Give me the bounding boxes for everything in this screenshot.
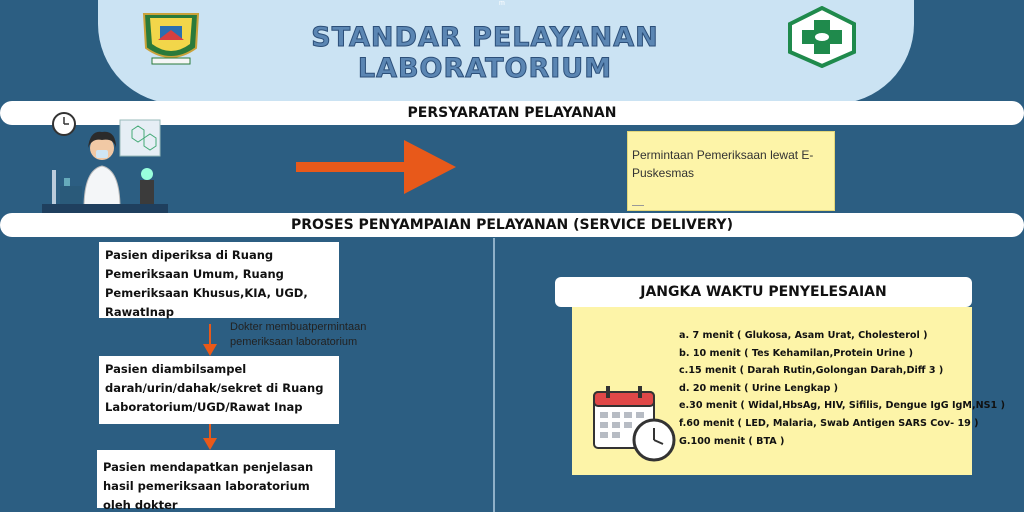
regency-emblem-logo (138, 8, 204, 68)
header-mark: m (499, 0, 505, 7)
process-step-1-line1: Pasien diperiksa di Ruang Pemeriksaan Umum, Ruang (105, 248, 284, 281)
completion-time-list (679, 327, 1005, 450)
process-step-2: Pasien diambilsampel darah/urin/dahak/sekret di Ruang Laboratorium/UGD/Rawat Inap (99, 356, 339, 424)
arrow-down-icon (203, 324, 217, 356)
process-step-3: Pasien mendapatkan penjelasan hasil pemeriksaan laboratorium oleh dokter (97, 450, 335, 508)
note-underline (632, 205, 644, 206)
list-item: d. 20 menit ( Urine Lengkap ) (679, 382, 839, 394)
service-delivery-heading: PROSES PENYAMPAIAN PELAYANAN (SERVICE DELIVERY) (0, 213, 1024, 237)
puskesmas-cross-logo (786, 6, 858, 68)
list-item: b. 10 menit ( Tes Kehamilan,Protein Urine ) (679, 347, 914, 359)
arrow-right-icon (296, 138, 456, 196)
completion-time-heading: JANGKA WAKTU PENYELESAIAN (555, 277, 972, 307)
list-item: c.15 menit ( Darah Rutin,Golongan Darah,Diff 3 ) (679, 365, 944, 377)
process-step-1 (99, 242, 339, 318)
requirements-heading: PERSYARATAN PELAYANAN (0, 101, 1024, 125)
list-item: e.30 menit ( Widal,HbsAg, HIV, Sifilis, Dengue IgG IgM,NS1 ) (679, 400, 1005, 412)
list-item: G.100 menit ( BTA ) (679, 435, 785, 447)
section-divider (493, 238, 495, 512)
page-title: STANDAR PELAYANAN LABORATORIUM (311, 22, 659, 84)
requirements-note-text: Permintaan Pemeriksaan lewat E-Puskesmas (632, 148, 814, 180)
requirements-note (627, 131, 835, 211)
list-item: a. 7 menit ( Glukosa, Asam Urat, Cholesterol ) (679, 330, 928, 341)
list-item: f.60 menit ( LED, Malaria, Swab Antigen SARS Cov- 19 ) (679, 417, 979, 429)
lab-scientist-illustration (40, 108, 170, 216)
process-annotation: Dokter membuatpermintaan pemeriksaan laboratorium (230, 321, 367, 348)
calendar-clock-icon (592, 384, 678, 462)
process-step-1-line2: Pemeriksaan Khusus,KIA, UGD, RawatInap (105, 286, 308, 319)
